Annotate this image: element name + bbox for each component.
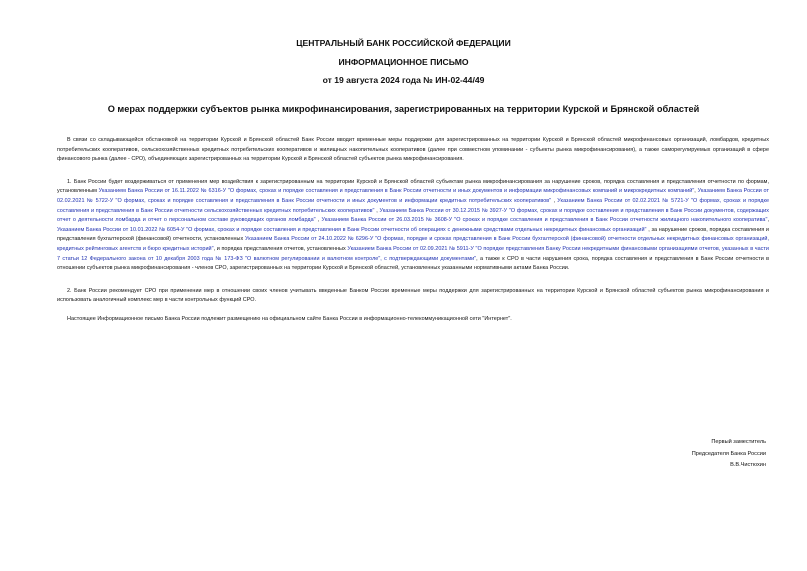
paragraph-1-text: ,	[551, 197, 558, 204]
link-ukazanie-6054-u[interactable]: Указанием Банка России от 10.01.2022 № 6054-У "О формах, сроках и порядке составления и представления в Банк России отчетности об операциях с денежными средствами отдельных некредитных финансовых организаций"	[57, 226, 647, 233]
paragraph-1-text: ,	[767, 217, 769, 224]
paragraph-1-text: , а также к СРО в части нарушения срока, порядка составления и представления в Банк России отчетности в отношении субъектов рынка микрофинансирования - членов СРО, зарегистрированных на территории Курской и Брянской областей, установленных указанными нормативными актами Банка России.	[57, 255, 769, 272]
issuer-title: ЦЕНТРАЛЬНЫЙ БАНК РОССИЙСКОЙ ФЕДЕРАЦИИ	[296, 38, 511, 48]
paragraph-1	[57, 178, 769, 274]
document-date-number: от 19 августа 2024 года № ИН-02-44/49	[322, 75, 485, 85]
signatory-position-2: Председателя Банка России	[691, 450, 766, 457]
paragraph-1-text: ,	[694, 188, 698, 195]
link-ukazanie-5911-u[interactable]: Указанием Банка России от 02.09.2021 № 5911-У "О порядке представления Банку России некредитными финансовыми организациями отчетов, указанных в части 7 статьи 12 Федерального закона от 10 декабря 2003 года № 173-ФЗ "О валютном регулировании и валютном контроле", с подтверждающими документами"	[57, 245, 769, 262]
signatory-name: В.В.Чистюхин	[730, 462, 766, 468]
link-ukazanie-5721-u[interactable]: Указанием Банка России от 02.02.2021 № 5721-У "О формах, сроках и порядке составления и представления в Банк России отчетности сельскохозяйственных кредитных потребительских кооперативов"	[57, 197, 770, 214]
paragraph-publication: Настоящее Информационное письмо Банка России подлежит размещению на официальном сайте Банка России в информационно-телекоммуникационной сети "Интернет".	[67, 315, 512, 322]
link-ukazanie-6296-u[interactable]: Указанием Банка России от 24.10.2022 № 6296-У "О формах, порядке и сроках представления в Банк России бухгалтерской (финансовой) отчетности отдельных некредитных финансовых организаций, кредитных рейтинговых агентств и бюро кредитных историй"	[57, 236, 769, 252]
link-ukazanie-3608-u[interactable]: Указанием Банка России от 26.03.2015 № 3608-У "О сроках и порядке составления и представления в Банк России отчетности жилищного накопительного кооператива"	[321, 217, 768, 224]
paragraph-1-text: ,	[374, 207, 380, 214]
document-type: ИНФОРМАЦИОННОЕ ПИСЬМО	[338, 57, 469, 67]
signatory-position-1: Первый заместитель	[711, 439, 766, 445]
paragraph-1-text: 1. Банк России будет воздерживаться от применения мер воздействия к зарегистрированным на территории Курской и Брянской областей субъектам рынка микрофинансирования за нарушение сроков, порядка составления и представления отчетности по формам, установленным	[57, 178, 769, 195]
paragraph-2: 2. Банк России рекомендует СРО при применении мер в отношении своих членов учитывать введенные Банком России временные меры поддержки для зарегистрированных на территории Курской и Брянской областей субъектов рынка микрофинансирования и использовать аналогичный комплекс мер в части контрольных функций СРО.	[57, 287, 769, 304]
document-subject: О мерах поддержки субъектов рынка микрофинансирования, зарегистрированных на территории Курской и Брянской областей	[107, 104, 700, 114]
paragraph-1-text: ,	[315, 217, 322, 224]
document-body	[57, 136, 769, 338]
link-ukazanie-5722-u[interactable]: Указанием Банка России от 02.02.2021 № 5722-У "О формах, сроках и порядке составления и представления в Банк России отчетности и иных документов и информации кредитных потребительских кооперативов"	[57, 188, 769, 204]
signature-block	[692, 437, 766, 472]
paragraph-1-text: , за нарушение сроков, порядка составления и представления бухгалтерской (финансовой) отчетности, установленных	[57, 226, 769, 243]
paragraph-intro: В связи со складывающейся обстановкой на территории Курской и Брянской областей Банк России вводит временные меры поддержки для зарегистрированных на территории Курской и Брянской областей микрофинансовых организаций, ломбардов, кредитных потребительских кооперативов, сельскохозяйственных кредитных потребительских кооперативов и жилищных накопительных кооперативов (далее при совместном упоминании - субъекты рынка микрофинансирования), а также саморегулируемых организаций в сфере финансового рынка (далее - СРО), объединяющих зарегистрированных на территории Курской и Брянской областей субъектов рынка микрофинансирования.	[57, 137, 769, 163]
link-ukazanie-6316-u[interactable]: Указанием Банка России от 16.11.2022 № 6316-У "О формах, сроках и порядке составления и представления в Банк России отчетности и иных документов и информации микрофинансовых компаний и микрокредитных компаний"	[98, 188, 695, 195]
link-ukazanie-3927-u[interactable]: Указанием Банка России от 30.12.2015 № 3927-У "О формах, сроках и порядке составления и представления в Банк России документов, содержащих отчет о деятельности ломбарда и отчет о персональном составе руководящих органов ломбарда"	[57, 207, 769, 224]
paragraph-1-text: , и порядка представления отчетов, установленных	[213, 245, 348, 252]
